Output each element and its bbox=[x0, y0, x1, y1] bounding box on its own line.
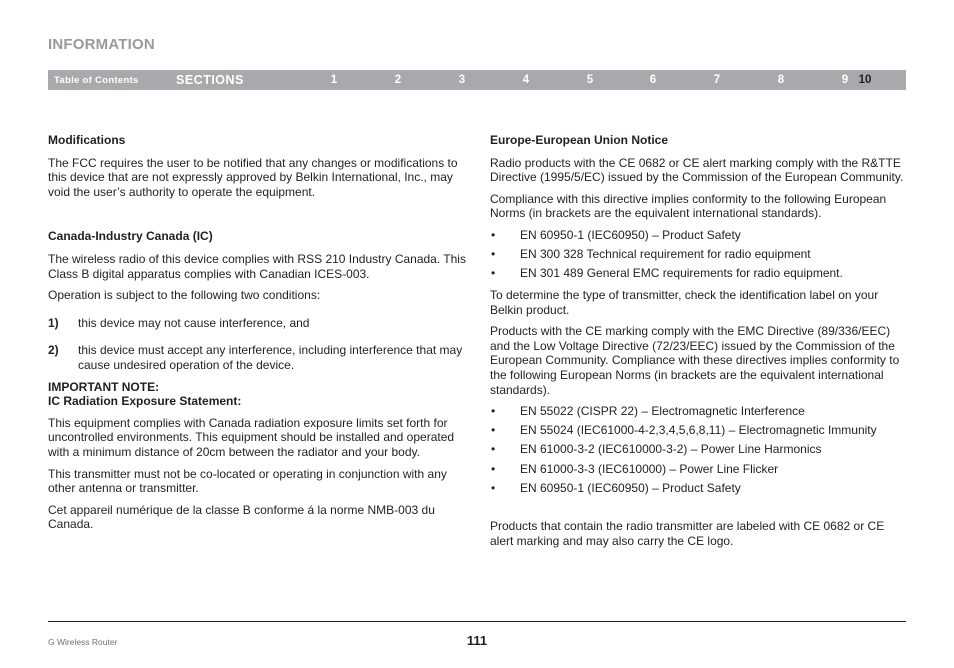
important-note-heading bbox=[48, 380, 466, 409]
ic-paragraph-2: This transmitter must not be co-located or operating in conjunction with any other antenna or transmitter. bbox=[48, 466, 447, 496]
list-item: • EN 60950-1 (IEC60950) – Product Safety bbox=[490, 481, 908, 496]
list-item: • EN 61000-3-2 (IEC610000-3-2) – Power Line Harmonics bbox=[490, 442, 908, 457]
eu-paragraph-2: Compliance with this directive implies conformity to the following European Norms (in brackets are the equivalent international standards). bbox=[490, 191, 887, 221]
modifications-heading: Modifications bbox=[48, 133, 126, 147]
emc-standards-list bbox=[490, 404, 908, 495]
nav-section-2[interactable]: 2 bbox=[394, 74, 402, 86]
right-column bbox=[490, 133, 908, 556]
condition-number: 1) bbox=[48, 315, 59, 330]
ic-paragraph-1: This equipment complies with Canada radiation exposure limits set forth for uncontrolled environments. This equipment should be installed and operated with a minimum distance of 20cm between the radiator and your body. bbox=[48, 415, 455, 459]
sections-label[interactable]: SECTIONS bbox=[176, 73, 244, 87]
ic-statement-line: IC Radiation Exposure Statement: bbox=[48, 394, 242, 409]
condition-text: this device must accept any interference, including interference that may cause undesired operation of the device. bbox=[78, 343, 463, 372]
modifications-text: The FCC requires the user to be notified that any changes or modifications to this device that are not expressly approved by Belkin International, Inc., may void the user’s authority to operate the equipment. bbox=[48, 155, 458, 199]
footer-product-name: G Wireless Router bbox=[48, 637, 118, 647]
list-item: • EN 301 489 General EMC requirements for radio equipment. bbox=[490, 266, 908, 281]
important-note-line: IMPORTANT NOTE: bbox=[48, 379, 160, 394]
eu-paragraph-3: To determine the type of transmitter, check the identification label on your Belkin product. bbox=[490, 287, 879, 317]
ic-paragraph-3: Cet appareil numérique de la classe B conforme á la norme NMB-003 du Canada. bbox=[48, 502, 435, 532]
canada-heading: Canada-Industry Canada (IC) bbox=[48, 229, 213, 244]
condition-number: 2) bbox=[48, 343, 59, 358]
list-item: • EN 61000-3-3 (IEC610000) – Power Line Flicker bbox=[490, 462, 908, 477]
canada-paragraph-1: The wireless radio of this device complies with RSS 210 Industry Canada. This Class B digital apparatus complies with Canadian ICES-003. bbox=[48, 251, 466, 281]
nav-section-1[interactable]: 1 bbox=[330, 74, 338, 86]
nav-section-5[interactable]: 5 bbox=[586, 74, 594, 86]
eu-paragraph-1: Radio products with the CE 0682 or CE alert marking comply with the R&TTE Directive (1995/5/EC) issued by the Commission of the European Community. bbox=[490, 155, 904, 185]
table-of-contents-link[interactable]: Table of Contents bbox=[54, 75, 139, 86]
list-item: • EN 55024 (IEC61000-4-2,3,4,5,6,8,11) – Electromagnetic Immunity bbox=[490, 423, 908, 438]
condition-text: this device may not cause interference, and bbox=[78, 315, 310, 330]
canada-paragraph-2: Operation is subject to the following two conditions: bbox=[48, 288, 321, 303]
nav-section-7[interactable]: 7 bbox=[713, 74, 721, 86]
nav-section-10-active[interactable]: 10 bbox=[858, 74, 872, 86]
list-item: • EN 60950-1 (IEC60950) – Product Safety bbox=[490, 228, 908, 243]
nav-section-4[interactable]: 4 bbox=[522, 74, 530, 86]
nav-section-9[interactable]: 9 bbox=[841, 74, 849, 86]
eu-notice-heading: Europe-European Union Notice bbox=[490, 133, 669, 147]
nav-section-6[interactable]: 6 bbox=[649, 74, 657, 86]
section-title: INFORMATION bbox=[48, 36, 155, 53]
nav-section-3[interactable]: 3 bbox=[458, 74, 466, 86]
left-column bbox=[48, 133, 466, 539]
standards-list bbox=[490, 228, 908, 281]
page-number: 111 bbox=[466, 633, 488, 648]
eu-paragraph-4: Products with the CE marking comply with the EMC Directive (89/336/EEC) and the Low Voltage Directive (72/23/EEC) issued by the Commission of the European Community. Compliance with these directives implies conformity to the following European Norms (in brackets are the equivalent international standards). bbox=[490, 324, 900, 397]
footer-divider bbox=[48, 621, 906, 622]
list-item: • EN 55022 (CISPR 22) – Electromagnetic Interference bbox=[490, 404, 908, 419]
list-item: • EN 300 328 Technical requirement for radio equipment bbox=[490, 247, 908, 262]
condition-item bbox=[48, 316, 466, 331]
condition-item bbox=[48, 343, 466, 372]
nav-section-8[interactable]: 8 bbox=[777, 74, 785, 86]
section-navbar bbox=[48, 70, 906, 90]
eu-paragraph-5: Products that contain the radio transmitter are labeled with CE 0682 or CE alert marking and may also carry the CE logo. bbox=[490, 519, 885, 549]
